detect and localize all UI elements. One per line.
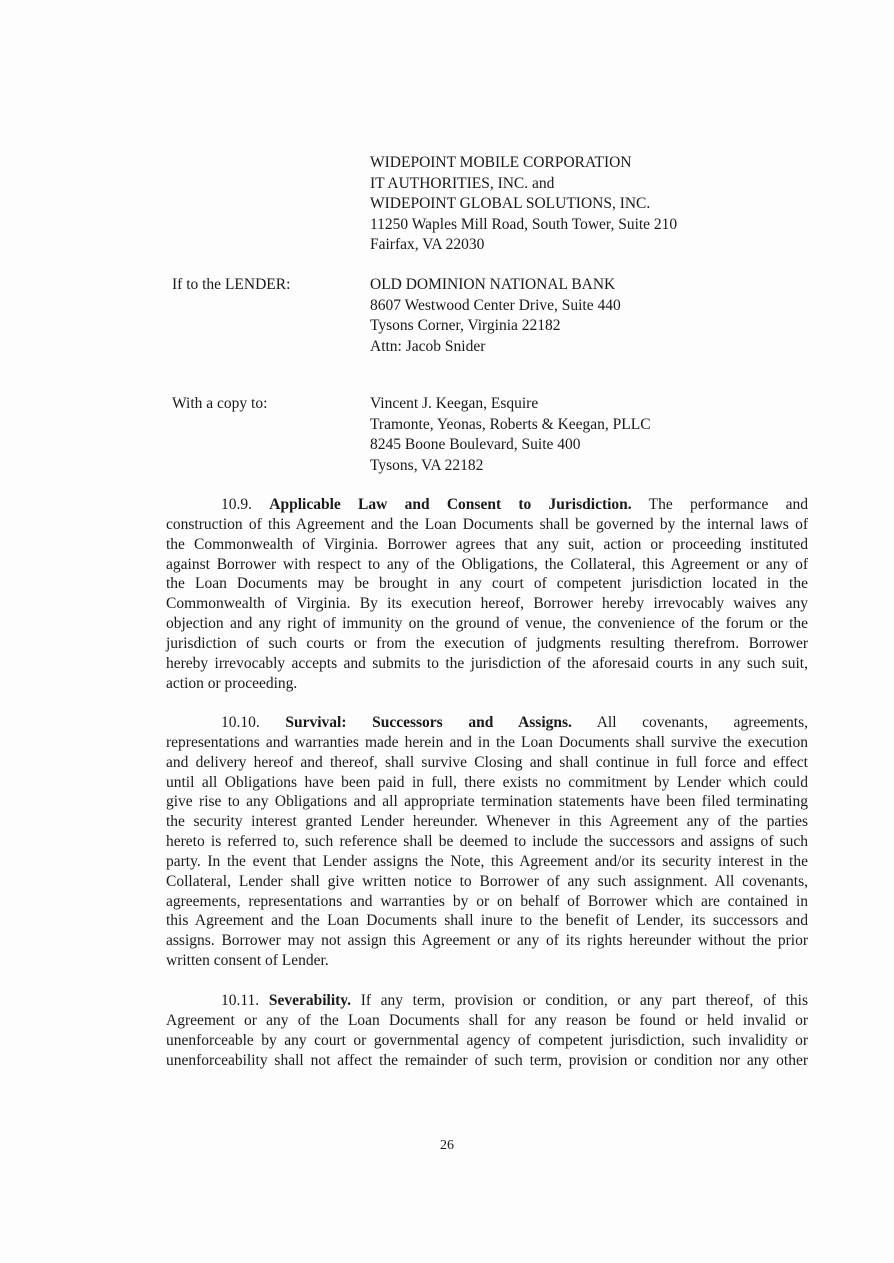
borrower-address-block [370,153,677,256]
section-line: Agreement or any of the Loan Documents shall for any reason be found or held invalid or [166,1011,808,1029]
section-number: 10.10. [221,714,260,731]
section-title: Survival: Successors and Assigns. [285,714,572,731]
section-10-11 [166,991,808,1070]
section-line: against Borrower with respect to any of the Obligations, the Collateral, this Agreement or any of [166,555,808,573]
address-line: 11250 Waples Mill Road, South Tower, Suite 210 [370,215,678,233]
section-text: All covenants, agreements, [596,714,809,731]
address-line: WIDEPOINT MOBILE CORPORATION [370,154,632,171]
address-line: IT AUTHORITIES, INC. and [370,174,555,192]
section-line: the Loan Documents may be brought in any court of competent jurisdiction located in the [166,575,808,593]
section-line: the security interest granted Lender hereunder. Whenever in this Agreement any of the parties [166,813,808,831]
section-10-9 [166,495,808,693]
section-line: party. In the event that Lender assigns the Note, this Agreement and/or its security interest in the [166,852,808,870]
section-line: give rise to any Obligations and all appropriate termination statements have been filed terminating [166,793,808,811]
section-line: written consent of Lender. [166,952,329,970]
address-line: Tysons Corner, Virginia 22182 [370,317,561,334]
lender-address-block [370,275,621,357]
address-line: 8245 Boone Boulevard, Suite 400 [370,436,581,453]
section-line: until all Obligations have been paid in full, there exists no commitment by Lender which could [166,773,808,791]
section-title: Applicable Law and Consent to Jurisdiction. [269,496,632,513]
address-line: WIDEPOINT GLOBAL SOLUTIONS, INC. [370,195,651,212]
section-text: The performance and [648,496,808,513]
section-first-line [166,713,808,733]
section-10-10 [166,713,808,971]
address-line: Fairfax, VA 22030 [370,236,485,253]
address-line: OLD DOMINION NATIONAL BANK [370,276,616,293]
section-line: hereto is referred to, such reference shall be deemed to include the successors and assigns of such [166,833,808,851]
lender-label: If to the LENDER: [172,276,291,293]
section-title: Severability. [268,992,352,1009]
section-line: construction of this Agreement and the Loan Documents shall be governed by the internal laws of [166,515,808,533]
section-line: action or proceeding. [166,674,298,692]
section-line: Collateral, Lender shall give written notice to Borrower of any such assignment. All covenants, [166,872,808,890]
section-line: representations and warranties made herein and in the Loan Documents shall survive the execution [166,733,808,751]
section-number: 10.9. [221,496,252,513]
section-line: this Agreement and the Loan Documents shall inure to the benefit of Lender, its successors and [166,912,808,930]
copy-address-block [370,394,651,476]
section-first-line [166,495,808,515]
section-text: If any term, provision or condition, or any part thereof, of this [360,992,809,1009]
address-line: Tramonte, Yeonas, Roberts & Keegan, PLLC [370,415,651,433]
section-line: Commonwealth of Virginia. By its execution hereof, Borrower hereby irrevocably waives any [166,595,808,613]
address-line: Vincent J. Keegan, Esquire [370,395,539,412]
section-line: jurisdiction of such courts or from the execution of judgments resulting therefrom. Borrower [166,634,808,652]
section-line: and delivery hereof and thereof, shall survive Closing and shall continue in full force and effect [166,753,808,771]
copy-label: With a copy to: [172,395,268,412]
section-line: unenforceable by any court or governmental agency of competent jurisdiction, such invalidity or [166,1031,808,1049]
section-line: hereby irrevocably accepts and submits to the jurisdiction of the aforesaid courts in any such suit, [166,654,808,672]
address-line: Attn: Jacob Snider [370,337,486,355]
section-line: the Commonwealth of Virginia. Borrower agrees that any suit, action or proceeding instituted [166,535,808,553]
section-first-line [166,991,808,1011]
address-line: Tysons, VA 22182 [370,456,484,474]
section-line: assigns. Borrower may not assign this Agreement or any of its rights hereunder without the prior [166,932,808,950]
section-line: unenforceability shall not affect the remainder of such term, provision or condition nor any other [166,1051,808,1069]
address-line: 8607 Westwood Center Drive, Suite 440 [370,296,621,314]
section-line: objection and any right of immunity on the ground of venue, the convenience of the forum or the [166,615,808,633]
section-number: 10.11. [221,992,260,1009]
section-line: agreements, representations and warranties by or on behalf of Borrower which are contained in [166,892,808,910]
page-number: 26 [440,1138,454,1153]
